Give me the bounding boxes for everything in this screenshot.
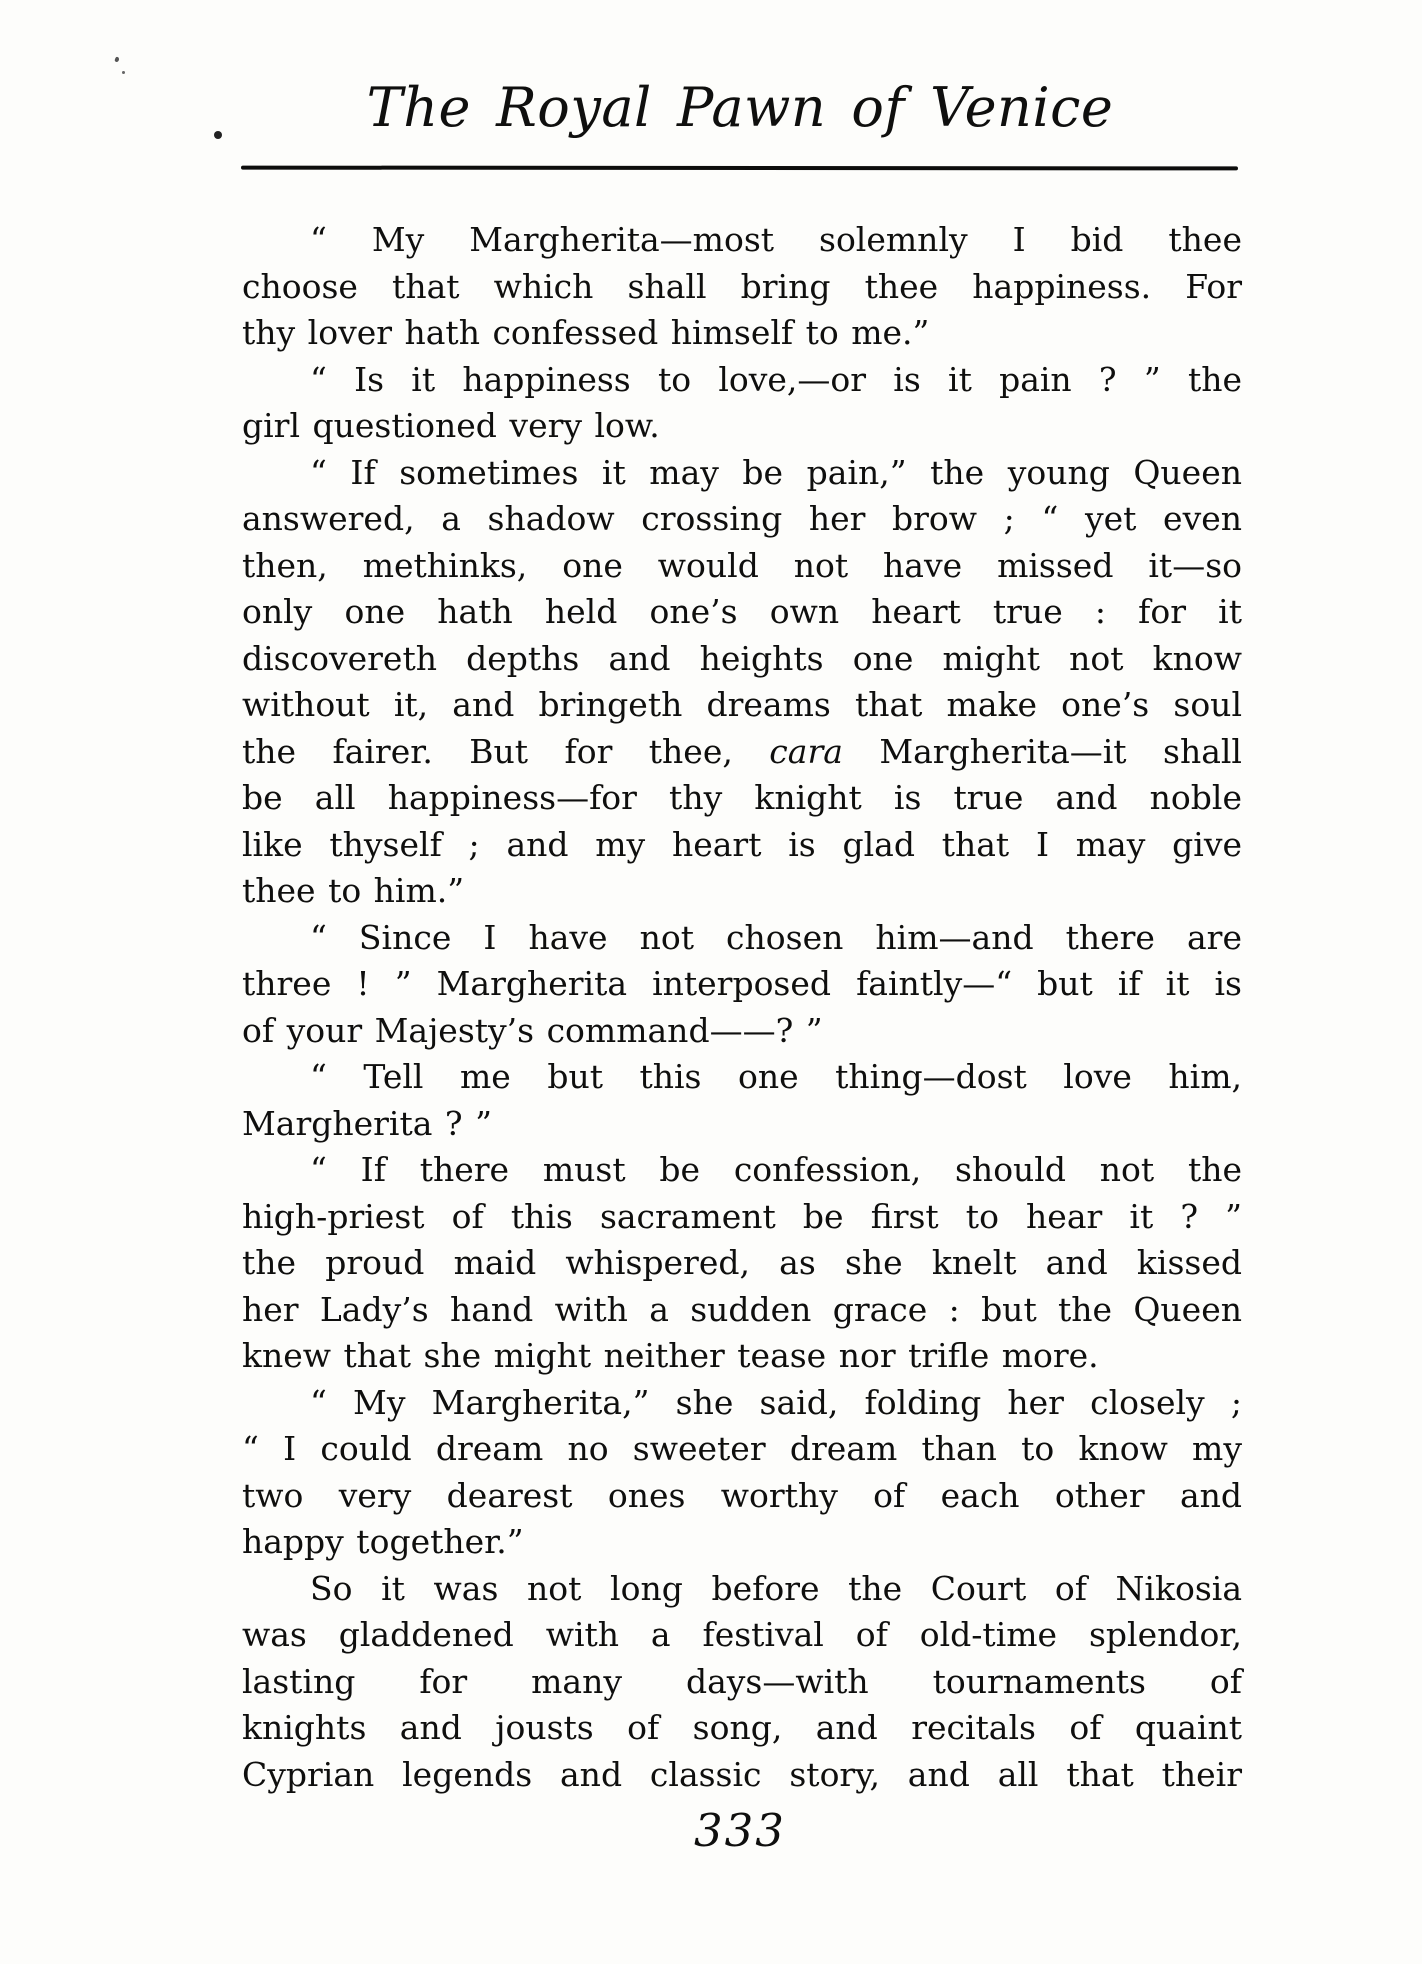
text-line: discovereth depths and heights one might not know [242,638,1242,678]
text-line: knights and jousts of song, and recitals of quaint [242,1708,1242,1747]
text-line: “ If there must be confession, should not the [310,1150,1242,1189]
text-line: like thyself ; and my heart is glad that I may give [242,824,1242,864]
text-line: Margherita ? ” [242,1103,492,1143]
text-line: three ! ” Margherita interposed faintly—“ but if it is [242,964,1242,1003]
text-line: “ If sometimes it may be pain,” the young Queen [310,452,1242,492]
text-line: Cyprian legends and classic story, and all that their [242,1754,1242,1794]
page-body [242,217,1242,1798]
paragraph [242,1566,1242,1799]
ink-speck [114,56,120,62]
paragraph [242,1054,1242,1147]
text-line: knew that she might neither tease nor trifle more. [242,1336,1099,1375]
text-line: the proud maid whispered, as she knelt and kissed [242,1243,1242,1282]
text-line: So it was not long before the Court of Nikosia [310,1568,1242,1608]
text-line: was gladdened with a festival of old-time splendor, [242,1615,1242,1654]
text-line: without it, and bringeth dreams that make one’s soul [242,685,1242,724]
paragraph [242,217,1242,357]
text-line: her Lady’s hand with a sudden grace : but the Queen [242,1289,1242,1329]
text-line: thy lover hath confessed himself to me.” [242,313,930,352]
text-line: thee to him.” [242,871,465,910]
text-line: “ Since I have not chosen him—and there are [310,917,1242,957]
text-line: answered, a shadow crossing her brow ; “ yet even [242,499,1242,538]
text-line: only one hath held one’s own heart true : for it [242,592,1242,631]
text-line: “ My Margherita,” she said, folding her closely ; [310,1382,1242,1422]
paragraph [242,1380,1242,1566]
text-line: “ Tell me but this one thing—dost love him, [310,1057,1242,1096]
text-line: of your Majesty’s command——? ” [242,1010,823,1050]
text-line: happy together.” [242,1522,524,1561]
text-line: girl questioned very low. [242,406,660,445]
text-line: lasting for many days—with tournaments of [242,1661,1242,1701]
text-line: then, methinks, one would not have missed it—so [242,545,1242,585]
paragraph [242,915,1242,1055]
text-line: “ I could dream no sweeter dream than to know my [242,1429,1242,1468]
text-line: the fairer. But for thee, cara Margherita—it shall [242,731,1242,771]
text-line: choose that which shall bring thee happiness. For [242,266,1242,306]
ink-speck [214,131,222,139]
paragraph [242,1147,1242,1380]
paragraph [242,357,1242,450]
ink-speck [122,71,125,74]
page-number: 333 [694,1804,786,1857]
text-line: “ My Margherita—most solemnly I bid thee [310,220,1242,259]
text-line: “ Is it happiness to love,—or is it pain ? ” the [310,359,1242,399]
header-rule [241,166,1238,171]
running-head-title: The Royal Pawn of Venice [366,76,1114,139]
text-line: high-priest of this sacrament be first to hear it ? ” [242,1196,1242,1236]
paragraph [242,450,1242,915]
text-line: be all happiness—for thy knight is true and noble [242,778,1242,817]
text-line: two very dearest ones worthy of each other and [242,1475,1242,1515]
